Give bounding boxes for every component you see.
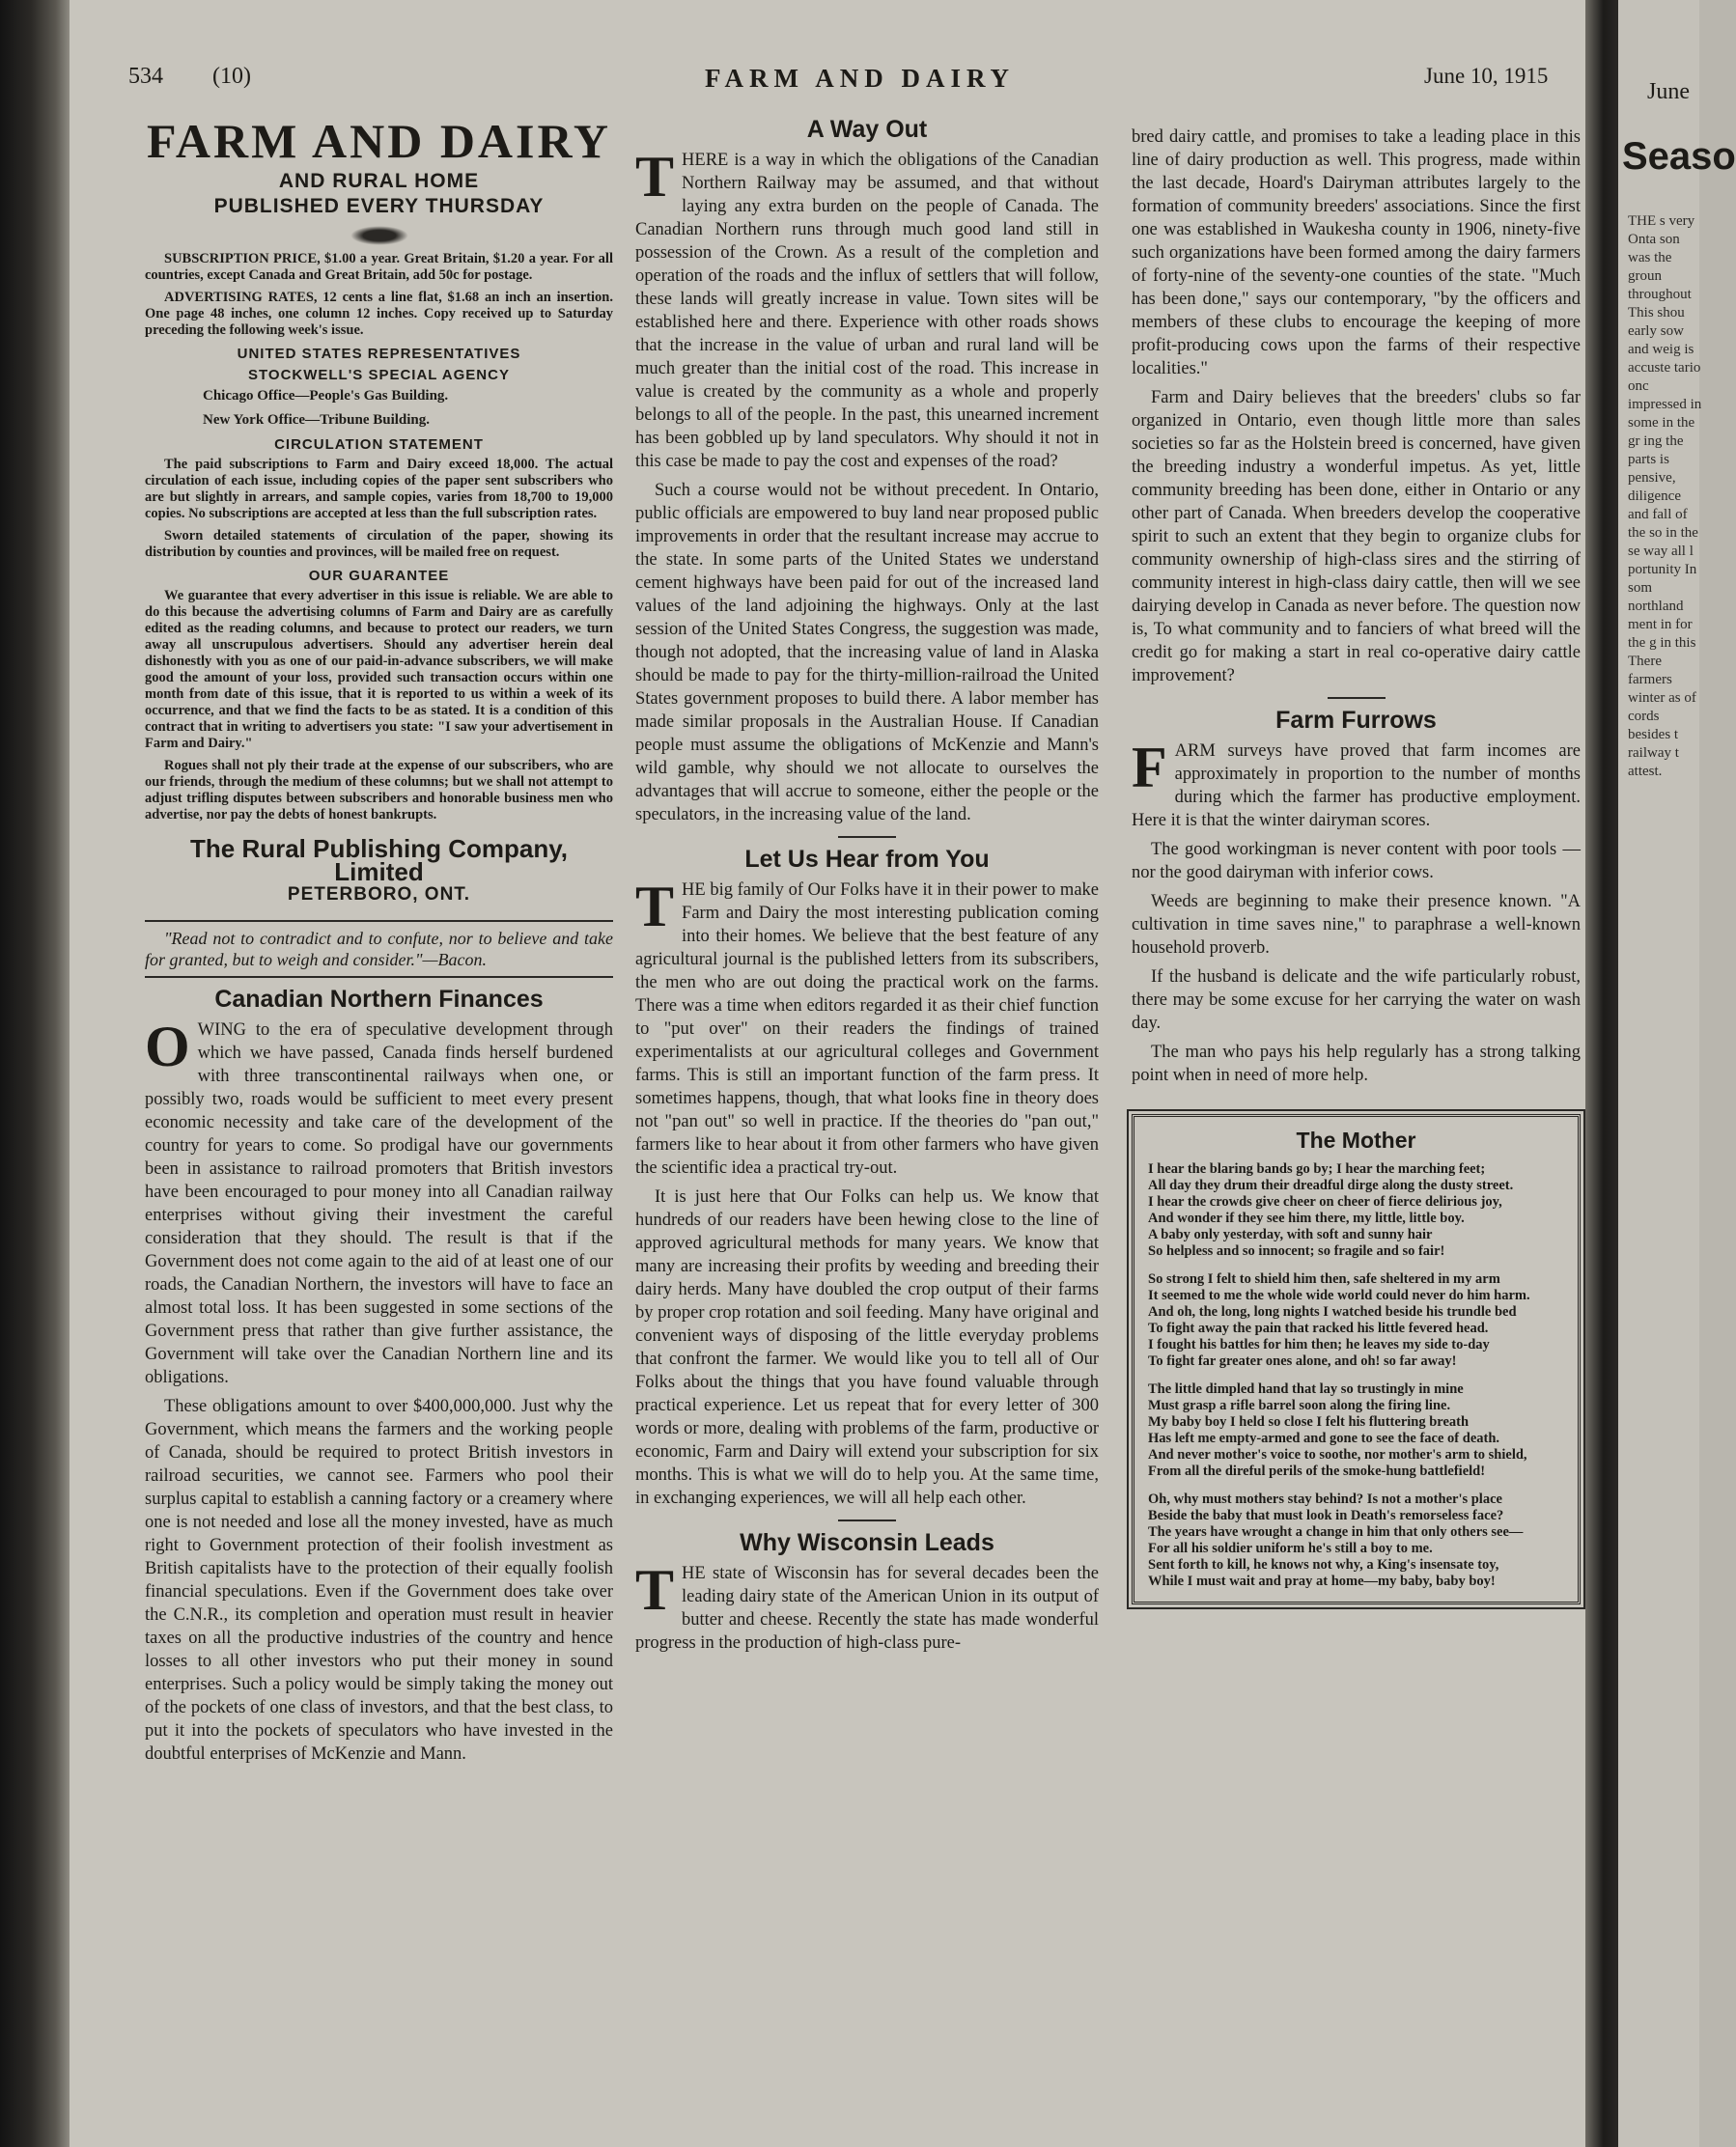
poem-line: To fight away the pain that racked his little fevered head. xyxy=(1148,1321,1489,1336)
article-paragraph xyxy=(145,1015,613,1389)
poem-line: So strong I felt to shield him then, safe sheltered in my arm xyxy=(1148,1271,1500,1287)
paragraph-text: HERE is a way in which the obligations of the Canadian Northern Railway may be assumed, and that without laying any extra burden on the people of Canada. The Canadian Northern runs through much good land still in possession of the Crown. As a result of the completion and operation of the roads and the influx of settlers that will follow, these lands will greatly increase in value. Town sites will be established here and there. Experience with other roads shows that the increase in the value of urban and rural land will be much greater than the initial cost of the road. This increase in value is created by the community as a whole and properly belongs to all of the people. In the past, this unearned increment has been gobbled up by land speculators. Why should it not in this case be made to pay the cost and expenses of the road? xyxy=(635,151,1099,471)
column-middle xyxy=(635,118,1099,1660)
article-title-hear-from-you: Let Us Hear from You xyxy=(744,846,990,873)
page-number: 534 xyxy=(128,64,163,89)
sworn-statement: Sworn detailed statements of circulation of the paper, showing its distribution by counties and provinces, will be mailed free on request. xyxy=(145,528,613,560)
article-paragraph: Farm and Dairy believes that the breeders' clubs so far organized in Ontario, even though little more than sales societies so far as the Holstein breed is concerned, have given the breeding industry a wonderful impetus. As yet, little community breeding has been done, either in Ontario or any other part of Canada. When breeders develop the cooperative spirit to such an extent that they begin to organize clubs for community ownership of high-class sires and the stirring of community interest in high-class dairy cattle, then will we see dairying develop in Canada as never before. The question now is, To what community and to fanciers of what breed will the credit go for making a start in real co-operative dairy cattle improvement? xyxy=(1132,388,1581,685)
poem-line: My baby boy I held so close I felt his fluttering breath xyxy=(1148,1414,1470,1430)
article-paragraph xyxy=(635,145,1099,473)
article-title-way-out: A Way Out xyxy=(806,116,928,143)
masthead-sub2: PUBLISHED EVERY THURSDAY xyxy=(213,195,545,217)
drop-cap: T xyxy=(635,145,675,209)
article-paragraph xyxy=(635,875,1099,1180)
article-paragraph: These obligations amount to over $400,000,000. Just why the Government, which means the farmers and the working people of Canada, should be required to protect British investors in railroad securities, we cannot see. Farmers who pool their surplus capital to establish a canning factory or a creamery where one is not needed and lose all the money invested, have as much right to Government protection of their foolish investment as British capitalists have to the protection of their equally foolish financial speculations. Even if the Government does take over the C.N.R., its completion and operation must result in heavier taxes on all the productive industries of the country and hence losses to all other investors who put their money in sound enterprises. Such a policy would be simply taking the money out of the pockets of one class of investors, and that the best class, to put it into the pockets of speculators who have invested in the doubtful enterprises of McKenzie and Mann. xyxy=(145,1397,613,1764)
poem-line: For all his soldier uniform he's still a boy to me. xyxy=(1148,1541,1433,1556)
poem-line: The little dimpled hand that lay so trustingly in mine xyxy=(1148,1381,1464,1397)
circulation-statement: The paid subscriptions to Farm and Dairy exceed 18,000. The actual circulation of each issue, including copies of the paper sent subscribers who are but slightly in arrears, and sample copies, varies from 18,700 to 19,000 copies. No subscriptions are accepted at less than the full subscription rates. xyxy=(145,457,613,521)
masthead-title: FARM AND DAIRY xyxy=(147,114,611,168)
publisher-name: The Rural Publishing Company, Limited xyxy=(190,834,568,886)
article-paragraph: If the husband is delicate and the wife particularly robust, there may be some excuse for her carrying the water on wash day. xyxy=(1132,967,1581,1033)
poem-line: Oh, why must mothers stay behind? Is not a mother's place xyxy=(1148,1492,1502,1507)
drop-cap: O xyxy=(145,1015,190,1078)
drop-cap: T xyxy=(635,875,675,938)
poem-line: The years have wrought a change in him that only others see— xyxy=(1148,1524,1524,1540)
poem-line: I hear the blaring bands go by; I hear the marching feet; xyxy=(1148,1161,1486,1177)
column-right xyxy=(1132,125,1581,1604)
poem-line: It seemed to me the whole wide world could never do him harm. xyxy=(1148,1288,1530,1303)
paragraph-text: HE state of Wisconsin has for several decades been the leading dairy state of the American Union in its output of butter and cheese. Recently the state has made wonderful progress in the production of high-class pure- xyxy=(635,1564,1099,1653)
poem-stanza xyxy=(1148,1381,1564,1480)
binding-gutter xyxy=(1585,0,1618,2147)
article-paragraph: The good workingman is never content with poor tools — nor the good dairyman with inferior cows. xyxy=(1132,840,1581,882)
next-page-sliver xyxy=(1618,0,1736,2147)
poem-line: While I must wait and pray at home—my baby, baby boy! xyxy=(1148,1574,1496,1589)
poem-stanza xyxy=(1148,1492,1564,1590)
divider xyxy=(838,836,896,838)
article-paragraph xyxy=(635,1558,1099,1655)
advertising-info: ADVERTISING RATES, 12 cents a line flat, $1.68 an inch an insertion. One page 48 inches, one column 12 inches. Copy received up to Saturday preceding the following week's issue. xyxy=(145,290,613,338)
article-paragraph: Weeds are beginning to make their presence known. "A cultivation in time saves nine," to paraphrase a well-known household proverb. xyxy=(1132,892,1581,958)
divider xyxy=(838,1520,896,1521)
guarantee-text: We guarantee that every advertiser in this issue is reliable. We are able to do this because the advertising columns of Farm and Dairy are as carefully edited as the reading columns, and because to protect our readers, we turn away all unscrupulous advertisers. Should any advertiser herein deal dishonestly with you as one of our paid-in-advance subscribers, we will make good the amount of your loss, provided such transaction occurs within one month from date of this issue, that it is reported to us within a week of its occurrence, and that we find the facts to be as stated. It is a condition of this contract that in writing to advertisers you state: "I saw your advertisement in Farm and Dairy." xyxy=(145,588,613,751)
article-paragraph: bred dairy cattle, and promises to take a leading place in this line of dairy production as well. This progress, made within the last decade, Hoard's Dairyman attributes largely to the formation of community breeders' associations. Since the first one was established in Waukesha county in 1906, ninety-five such organizations have been formed among the dairy farmers of forty-nine of the seventy-one counties of the state. "Much has been done," says our contemporary, "by the officers and members of these clubs to encourage the keeping of more profit-producing cows upon the farms of their respective localities." xyxy=(1132,127,1581,378)
next-page-text: THE s very Onta son was the groun throughout This shou early sow and weig is accuste tario onc impressed in some in the gr ing the parts is pensive, diligence and fall of the so in the se way all l portunity In som northland ment in for the g in this There farmers winter as of cords besides t railway t attest. xyxy=(1628,213,1702,779)
masthead-sub1: AND RURAL HOME xyxy=(278,170,480,192)
newyork-office: New York Office—Tribune Building. xyxy=(203,412,431,428)
divider xyxy=(145,976,613,978)
running-title: FARM AND DAIRY xyxy=(705,64,1016,93)
poem-line: So helpless and so innocent; so fragile and so fair! xyxy=(1148,1243,1445,1259)
article-paragraph: Such a course would not be without precedent. In Ontario, public officials are empowered to buy land near proposed public improvements in order that the resultant increase may accrue to the state. In some parts of the United States we understand cement highways have been paid for out of the increased land values of the land adjoining the highways. Only at the last session of the United States Congress, the suggestion was made, though not adopted, that the increasing value of land in Alaska should be made to pay for the thirty-million-railroad the United States government proposes to build there. A labor member has made similar proposals in the Australian House. If Canadian people must assume the obligations of McKenzie and Mann's wild gamble, why should we not allocate to ourselves the advantages that will accrue to someone, either the people or the speculators, in the increasing value of the land. xyxy=(635,481,1099,824)
divider xyxy=(145,920,613,922)
chicago-office: Chicago Office—People's Gas Building. xyxy=(203,388,449,404)
guarantee-heading: OUR GUARANTEE xyxy=(308,568,450,584)
ornament-icon xyxy=(350,226,408,245)
circulation-heading: CIRCULATION STATEMENT xyxy=(274,436,484,453)
next-page-header: June xyxy=(1647,79,1690,104)
poem-line: And never mother's voice to soothe, nor mother's arm to shield, xyxy=(1148,1447,1527,1463)
issue-date: June 10, 1915 xyxy=(1424,64,1549,88)
article-paragraph: The man who pays his help regularly has a strong talking point when in need of more help. xyxy=(1132,1043,1581,1085)
poem-stanza xyxy=(1148,1271,1564,1370)
poem-line: All day they drum their dreadful dirge along the dusty street. xyxy=(1148,1178,1514,1193)
poem-line: A baby only yesterday, with soft and sunny hair xyxy=(1148,1227,1433,1242)
poem-line: Beside the baby that must look in Death's remorseless face? xyxy=(1148,1508,1504,1523)
drop-cap: T xyxy=(635,1558,675,1622)
poem-line: To fight far greater ones alone, and oh! so far away! xyxy=(1148,1353,1457,1369)
paragraph-text: WING to the era of speculative development through which we have passed, Canada finds herself burdened with three transcontinental railways when one, or possibly two, roads would be sufficient to meet every present economic necessity and take care of the development of the country for years to come. So prodigal have our governments been in assistance to railroad promoters that British investors have been encouraged to pour money into all Canadian railway enterprises without giving their investment the careful consideration that they should. The result is that if the Government does not come again to the aid of at least one of our roads, the Canadian Northern, the investors will have to face an almost total loss. It has been suggested in some sections of the Government press that rather than give further assistance, the Government will take over the Canadian Northern line and its obligations. xyxy=(145,1020,613,1387)
article-paragraph: It is just here that Our Folks can help us. We know that hundreds of our readers have been hewing close to the line of approved agricultural methods for many years. We know that many are increasing their profits by weeding and breeding their dairy herds. Many have doubled the crop output of their farms by proper crop rotation and soil feeding. Many have original and convenient ways of disposing of the little everyday problems that confront the farmer. We would like you to tell all of Our Folks about the things that you have found valuable through practical experience. Let us repeat that for every letter of 300 words or more, dealing with problems of the farm, productive or economic, Farm and Dairy will extend your subscription for six months. This is what we will do to help you. At the same time, in exchanging experiences, we will all help each other. xyxy=(635,1187,1099,1508)
article-title-farm-furrows: Farm Furrows xyxy=(1275,707,1437,734)
poem-title: The Mother xyxy=(1296,1128,1416,1153)
poem-line: From all the direful perils of the smoke-hung battlefield! xyxy=(1148,1464,1486,1479)
article-title-canadian-northern: Canadian Northern Finances xyxy=(214,986,544,1013)
article-paragraph xyxy=(1132,736,1581,832)
subscription-info: SUBSCRIPTION PRICE, $1.00 a year. Great Britain, $1.20 a year. For all countries, except Canada and Great Britain, add 50c for postage. xyxy=(145,251,613,283)
poem-line: And oh, the long, long nights I watched beside his trundle bed xyxy=(1148,1304,1517,1320)
divider xyxy=(1328,697,1386,699)
column-left xyxy=(145,114,613,1771)
page-index: (10) xyxy=(212,64,251,89)
bacon-quote: "Read not to contradict and to confute, nor to believe and take for granted, but to weigh and consider."—Bacon. xyxy=(145,929,613,969)
poem-box xyxy=(1132,1114,1581,1604)
rogues-text: Rogues shall not ply their trade at the expense of our subscribers, who are our friends, through the medium of these columns; but we shall not attempt to adjust trifling disputes between subscribers and honorable business men who advertise, nor pay the debts of honest bankrupts. xyxy=(145,758,613,823)
poem-stanza xyxy=(1148,1161,1564,1260)
poem-line: And wonder if they see him there, my little, little boy. xyxy=(1148,1211,1465,1226)
scan-left-edge xyxy=(0,0,70,2147)
poem-line: Has left me empty-armed and gone to see the face of death. xyxy=(1148,1431,1500,1446)
paragraph-text: ARM surveys have proved that farm incomes are approximately in proportion to the number of months during which the farmer has productive employment. Here it is that the winter dairyman scores. xyxy=(1132,741,1581,830)
next-page-title: Seaso xyxy=(1622,135,1736,178)
article-title-wisconsin: Why Wisconsin Leads xyxy=(740,1529,994,1556)
poem-line: Must grasp a rifle barrel soon along the firing line. xyxy=(1148,1398,1451,1413)
us-reps-heading: UNITED STATES REPRESENTATIVES xyxy=(237,346,521,362)
poem-line: I fought his battles for him then; he leaves my side to-day xyxy=(1148,1337,1490,1352)
poem-line: I hear the crowds give cheer on cheer of fierce delirious joy, xyxy=(1148,1194,1502,1210)
drop-cap: F xyxy=(1132,736,1167,799)
publisher-city: PETERBORO, ONT. xyxy=(287,884,471,905)
poem-line: Sent forth to kill, he knows not why, a King's insensate toy, xyxy=(1148,1557,1499,1573)
paragraph-text: HE big family of Our Folks have it in their power to make Farm and Dairy the most interesting publication coming into their homes. We believe that the best feature of any agricultural journal is the published letters from its subscribers, the men who are out doing the practical work on the farms. There was a time when editors regarded it as their chief function to "put over" on their readers the findings of trained experimentalists at our agricultural colleges and Government farms. This is still an important function of the farm press. It sometimes happens, though, that what looks fine in theory does not "pan out" so well in practice. If the theories do "pan out," farmers like to hear about it from other farmers who have given the scientific idea a practical try-out. xyxy=(635,880,1099,1178)
agency-name: STOCKWELL'S SPECIAL AGENCY xyxy=(248,367,510,383)
